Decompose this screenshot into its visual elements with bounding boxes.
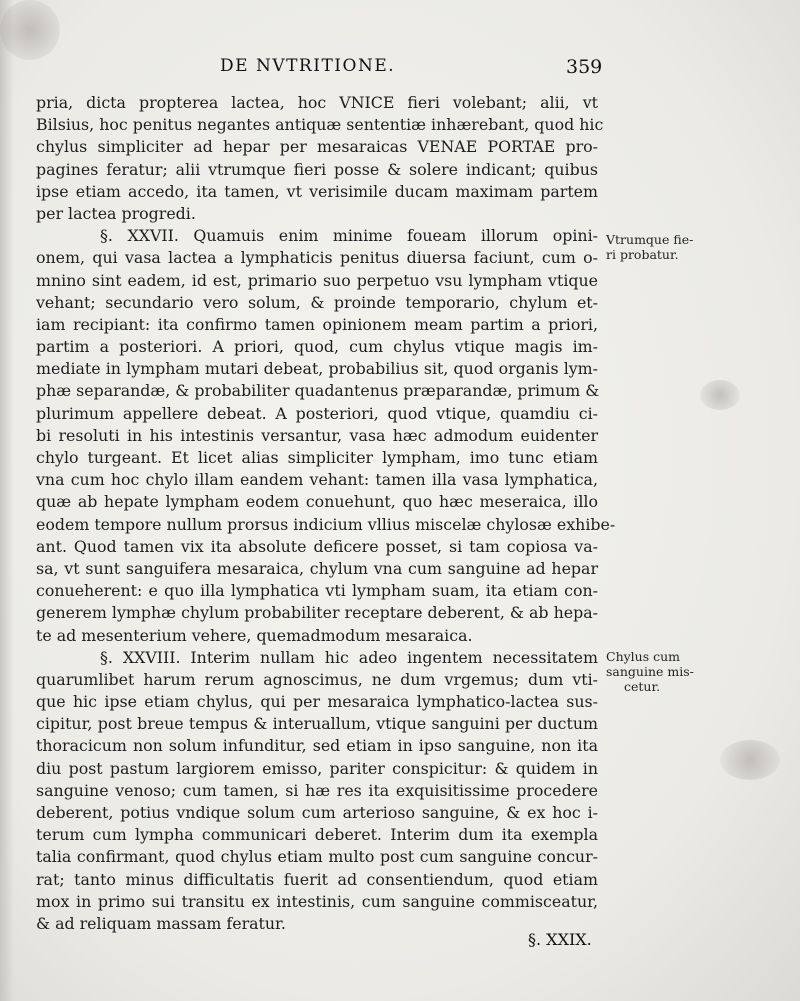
text-line: onem, qui vasa lactea a lymphaticis penitus diuersa faciunt, cum o- bbox=[36, 248, 598, 268]
page-number: 359 bbox=[566, 56, 603, 78]
text-line: chylo turgeant. Et licet alias simpliciter lympham, imo tunc etiam bbox=[36, 448, 598, 467]
text-line: terum cum lympha communicari deberet. Interim dum ita exempla bbox=[36, 825, 598, 845]
text-line: chylus simpliciter ad hepar per mesaraicas VENAE PORTAE pro- bbox=[36, 137, 598, 157]
text-line: deberent, potius vndique solum cum arterioso sanguine, & ex hoc i- bbox=[36, 803, 598, 822]
text-line: & ad reliquam massam feratur. bbox=[36, 913, 286, 933]
text-line: rat; tanto minus difficultatis fuerit ad consentiendum, quod etiam bbox=[36, 869, 598, 889]
text-line: generem lymphæ chylum probabiliter receptare deberent, & ab hepa- bbox=[36, 603, 598, 623]
paper-stain bbox=[700, 380, 740, 410]
text-line: vna cum hoc chylo illam eandem vehant: tamen illa vasa lymphatica, bbox=[36, 470, 598, 490]
catchword: §. XXIX. bbox=[528, 930, 592, 949]
text-line: bi resoluti in his intestinis versantur, vasa hæc admodum euidenter bbox=[36, 425, 598, 445]
text-line: Bilsius, hoc penitus negantes antiquæ sententiæ inhærebant, quod hic bbox=[36, 115, 604, 135]
text-line: cipitur, post breue tempus & interuallum, vtique sanguini per ductum bbox=[36, 714, 598, 734]
text-line: mox in primo sui transitu ex intestinis, cum sanguine commisceatur, bbox=[36, 891, 598, 911]
text-line: te ad mesenterium vehere, quemadmodum mesaraica. bbox=[36, 625, 473, 645]
margin-note-line: Vtrumque fie- bbox=[606, 232, 694, 247]
text-line: mnino sint eadem, id est, primario suo perpetuo vsu lympham vtique bbox=[36, 270, 598, 290]
text-line: phæ separandæ, & probabiliter quadantenus præparandæ, primum & bbox=[36, 381, 600, 401]
section-heading-line: §. XXVIII. Interim nullam hic adeo ingentem necessitatem bbox=[100, 647, 598, 667]
text-line: iam recipiant: ita confirmo tamen opinionem meam partim a priori, bbox=[36, 314, 598, 334]
margin-note-chylus bbox=[606, 649, 706, 694]
text-line: sa, vt sunt sanguifera mesaraica, chylum vna cum sanguine ad hepar bbox=[36, 558, 598, 578]
text-line: ant. Quod tamen vix ita absolute deficere posset, si tam copiosa va- bbox=[36, 536, 598, 556]
running-title: DE NVTRITIONE. bbox=[220, 56, 396, 76]
main-text-block bbox=[36, 92, 616, 935]
text-line: vehant; secundario vero solum, & proinde temporario, chylum et- bbox=[36, 292, 598, 312]
margin-note-line: sanguine mis- bbox=[606, 664, 694, 679]
text-line: eodem tempore nullum prorsus indicium vllius miscelæ chylosæ exhibe- bbox=[36, 514, 616, 534]
page-edge-shadow bbox=[0, 0, 14, 1001]
margin-note-vtrumque bbox=[606, 232, 706, 262]
text-line: conueherent: e quo illa lymphatica vti lympham suam, ita etiam con- bbox=[36, 581, 598, 601]
text-line: partim a posteriori. A priori, quod, cum chylus vtique magis im- bbox=[36, 337, 598, 357]
paper-stain bbox=[720, 740, 780, 780]
margin-note-line: ri probatur. bbox=[606, 247, 679, 262]
text-line: diu post pastum largiorem emisso, pariter conspicitur: & quidem in bbox=[36, 758, 598, 778]
margin-note-line: Chylus cum bbox=[606, 649, 681, 664]
text-line: sanguine venoso; cum tamen, si hæ res ita exquisitissime procedere bbox=[36, 780, 598, 800]
text-line: plurimum appellere debeat. A posteriori, quod vtique, quamdiu ci- bbox=[36, 403, 598, 423]
text-line: que hic ipse etiam chylus, qui per mesaraica lymphatico-lactea sus- bbox=[36, 692, 598, 712]
text-line: pria, dicta propterea lactea, hoc VNICE fieri volebant; alii, vt bbox=[36, 93, 598, 112]
text-line: quæ ab hepate lympham eodem conuehunt, quo hæc meseraica, illo bbox=[36, 492, 598, 512]
text-line: pagines feratur; alii vtrumque fieri posse & solere indicant; quibus bbox=[36, 159, 598, 179]
text-line: per lactea progredi. bbox=[36, 203, 196, 223]
text-line: quarumlibet harum rerum agnoscimus, ne dum vrgemus; dum vti- bbox=[36, 669, 598, 689]
margin-note-line: cetur. bbox=[624, 679, 661, 694]
section-heading-line: §. XXVII. Quamuis enim minime foueam illorum opini- bbox=[100, 226, 598, 246]
text-line: mediate in lympham mutari debeat, probabilius sit, quod organis lym- bbox=[36, 359, 598, 379]
text-line: thoracicum non solum infunditur, sed etiam in ipso sanguine, non ita bbox=[36, 736, 598, 756]
text-line: ipse etiam accedo, ita tamen, vt verisimile ducam maximam partem bbox=[36, 181, 598, 201]
text-line: talia confirmant, quod chylus etiam multo post cum sanguine concur- bbox=[36, 847, 598, 867]
paper-stain bbox=[0, 0, 60, 60]
